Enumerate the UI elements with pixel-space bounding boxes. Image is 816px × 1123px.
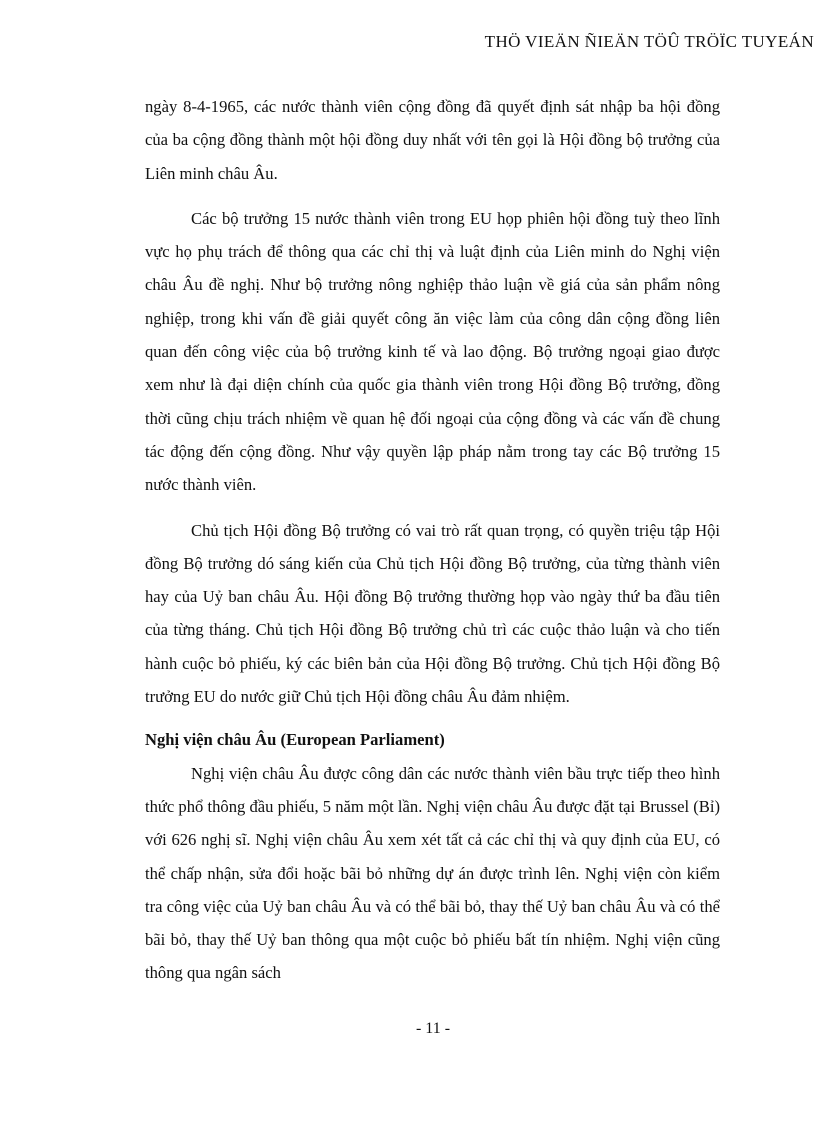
paragraph-parliament: Nghị viện châu Âu được công dân các nước thành viên bầu trực tiếp theo hình thức phổ thông đầu phiếu, 5 năm một lần. Nghị viện châu Âu được đặt tại Brussel (Bỉ) với 626 nghị sĩ. Nghị viện châu Âu xem xét tất cả các chỉ thị và quy định của EU, có thể chấp nhận, sửa đổi hoặc bãi bỏ những dự án được trình lên. Nghị viện còn kiểm tra công việc của Uỷ ban châu Âu và có thể bãi bỏ, thay thế Uỷ ban châu Âu và có thể bãi bỏ, thay thế Uỷ ban thông qua một cuộc bỏ phiếu bất tín nhiệm. Nghị viện cũng thông qua ngân sách <box>145 763 720 983</box>
running-header: THÖ VIEÄN ÑIEÄN TÖÛ TRÖÏC TUYEÁN <box>484 32 814 51</box>
page-number: - 11 - <box>415 1020 451 1037</box>
section-heading: Nghị viện châu Âu (European Parliament) <box>145 730 445 750</box>
paragraph-continued: ngày 8-4-1965, các nước thành viên cộng đồng đã quyết định sát nhập ba hội đồng của ba cộng đồng thành một hội đồng duy nhất với tên gọi là Hội đồng bộ trưởng của Liên minh châu Âu. <box>145 97 720 183</box>
document-body <box>145 90 720 990</box>
paragraph-council-president: Chủ tịch Hội đồng Bộ trưởng có vai trò rất quan trọng, có quyền triệu tập Hội đồng Bộ trưởng dó sáng kiến của Chủ tịch Hội đồng Bộ trưởng, của từng thành viên hay của Uỷ ban châu Âu. Hội đồng Bộ trưởng thường họp vào ngày thứ ba đầu tiên của từng tháng. Chủ tịch Hội đồng Bộ trưởng chủ trì các cuộc thảo luận và cho tiến hành cuộc bỏ phiếu, ký các biên bản của Hội đồng Bộ trưởng. Chủ tịch Hội đồng Bộ trưởng EU do nước giữ Chủ tịch Hội đồng châu Âu đảm nhiệm. <box>145 520 720 707</box>
paragraph-council-ministers: Các bộ trưởng 15 nước thành viên trong EU họp phiên hội đồng tuỳ theo lĩnh vực họ phụ trách để thông qua các chỉ thị và luật định của Liên minh do Nghị viện châu Âu đề nghị. Như bộ trưởng nông nghiệp thảo luận về giá của sản phẩm nông nghiệp, trong khi vấn đề giải quyết công ăn việc làm của công dân cộng đồng liên quan đến công việc của bộ trưởng kinh tế và lao động. Bộ trưởng ngoại giao được xem như là đại diện chính của quốc gia thành viên trong Hội đồng Bộ trưởng, đồng thời cũng chịu trách nhiệm về quan hệ đối ngoại của cộng đồng và các vấn đề chung tác động đến cộng đồng. Như vậy quyền lập pháp nằm trong tay các Bộ trưởng 15 nước thành viên. <box>145 208 720 495</box>
